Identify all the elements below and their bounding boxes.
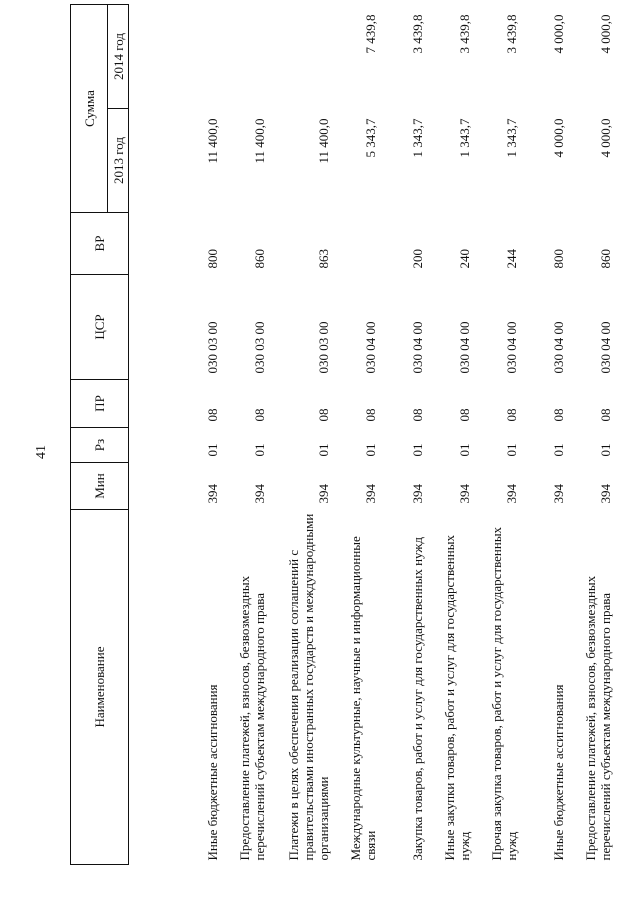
header-pr: ПР: [71, 380, 129, 428]
row-sum-2014: 3 439,8: [456, 14, 472, 54]
row-pr: 08: [315, 408, 331, 422]
row-pr: 08: [597, 408, 613, 422]
row-sum-2014: [220, 5, 267, 109]
header-rz: Рз: [71, 428, 129, 463]
row-name: Иные бюджетные ассигнования: [550, 684, 566, 861]
row-rz: 01: [362, 443, 378, 457]
table-spacer: [129, 5, 173, 865]
row-vr: 860: [251, 249, 267, 269]
row-pr: 08: [550, 408, 566, 422]
row-sum-2014: 4 000,0: [550, 14, 566, 54]
row-name: Платежи в целях обеспечения реализации соглашений с правительствами иностранных государств и международными организациями: [285, 513, 331, 861]
table-row: [519, 5, 566, 865]
row-vr: 200: [409, 249, 425, 269]
header-year-2014: 2014 год: [108, 5, 129, 109]
row-sum-2014: [267, 5, 331, 109]
row-name: Прочая закупка товаров, работ и услуг для государственных нужд: [488, 526, 519, 861]
row-vr: 800: [204, 249, 220, 269]
table-row: [331, 5, 378, 865]
row-csr: 030 03 00: [251, 321, 267, 374]
row-min: 394: [315, 484, 331, 504]
row-name: Предоставление платежей, взносов, безвозмездных перечислений субъектам международного права: [236, 575, 267, 861]
table-row: [173, 5, 220, 865]
row-rz: 01: [597, 443, 613, 457]
row-csr: 030 04 00: [409, 321, 425, 374]
row-pr: 08: [409, 408, 425, 422]
row-sum-2013: 1 343,7: [409, 118, 425, 158]
row-vr: 240: [456, 249, 472, 269]
row-csr: 030 04 00: [550, 321, 566, 374]
row-csr: 030 04 00: [597, 321, 613, 374]
table-row: [267, 5, 331, 865]
row-min: 394: [204, 484, 220, 504]
table-header: [71, 5, 129, 865]
row-sum-2014: 3 439,8: [503, 14, 519, 54]
header-vr: ВР: [71, 213, 129, 275]
row-rz: 01: [456, 443, 472, 457]
row-pr: 08: [362, 408, 378, 422]
row-csr: 030 04 00: [503, 321, 519, 374]
budget-table: [70, 4, 613, 865]
row-sum-2013: 11 400,0: [315, 118, 331, 164]
row-sum-2014: 3 439,8: [409, 14, 425, 54]
row-vr: 244: [503, 249, 519, 269]
row-vr: 800: [550, 249, 566, 269]
row-name: Международные культурные, научные и информационные связи: [347, 536, 378, 861]
row-min: 394: [503, 484, 519, 504]
row-sum-2014: [173, 5, 220, 109]
row-rz: 01: [409, 443, 425, 457]
row-sum-2013: 11 400,0: [204, 118, 220, 164]
row-min: 394: [251, 484, 267, 504]
row-name: Предоставление платежей, взносов, безвозмездных перечислений субъектам международного права: [582, 575, 613, 861]
header-name: Наименование: [71, 510, 129, 865]
row-pr: 08: [456, 408, 472, 422]
table-row: [378, 5, 425, 865]
budget-sheet: [70, 5, 613, 865]
table-body: [129, 5, 613, 865]
row-sum-2013: 4 000,0: [550, 118, 566, 158]
row-csr: 030 04 00: [362, 321, 378, 374]
row-name: Иные бюджетные ассигнования: [204, 684, 220, 861]
row-pr: 08: [251, 408, 267, 422]
row-rz: 01: [503, 443, 519, 457]
row-pr: 08: [204, 408, 220, 422]
row-sum-2013: 1 343,7: [503, 118, 519, 158]
row-min: 394: [409, 484, 425, 504]
row-csr: 030 03 00: [204, 321, 220, 374]
row-csr: 030 03 00: [315, 321, 331, 374]
row-min: 394: [362, 484, 378, 504]
table-row: [472, 5, 519, 865]
row-rz: 01: [550, 443, 566, 457]
row-min: 394: [597, 484, 613, 504]
row-name: Иные закупки товаров, работ и услуг для государственных нужд: [441, 535, 472, 861]
row-sum-2013: 4 000,0: [597, 118, 613, 158]
header-csr: ЦСР: [71, 275, 129, 380]
row-sum-2013: 11 400,0: [251, 118, 267, 164]
header-sum: Сумма: [71, 5, 108, 213]
row-sum-2013: 5 343,7: [362, 118, 378, 158]
row-sum-2013: 1 343,7: [456, 118, 472, 158]
row-rz: 01: [251, 443, 267, 457]
header-year-2013: 2013 год: [108, 109, 129, 213]
table-row: [425, 5, 472, 865]
row-rz: 01: [315, 443, 331, 457]
row-vr: 860: [597, 249, 613, 269]
row-rz: 01: [204, 443, 220, 457]
row-min: 394: [456, 484, 472, 504]
row-pr: 08: [503, 408, 519, 422]
row-name: Закупка товаров, работ и услуг для государственных нужд: [409, 537, 425, 861]
row-min: 394: [550, 484, 566, 504]
row-sum-2014: 7 439,8: [362, 14, 378, 54]
table-row: [566, 5, 613, 865]
row-vr: [331, 213, 378, 275]
header-min: Мин: [71, 463, 129, 510]
row-sum-2014: 4 000,0: [597, 14, 613, 54]
table-row: [220, 5, 267, 865]
row-vr: 863: [315, 249, 331, 269]
row-csr: 030 04 00: [456, 321, 472, 374]
page-number: 41: [34, 445, 49, 459]
